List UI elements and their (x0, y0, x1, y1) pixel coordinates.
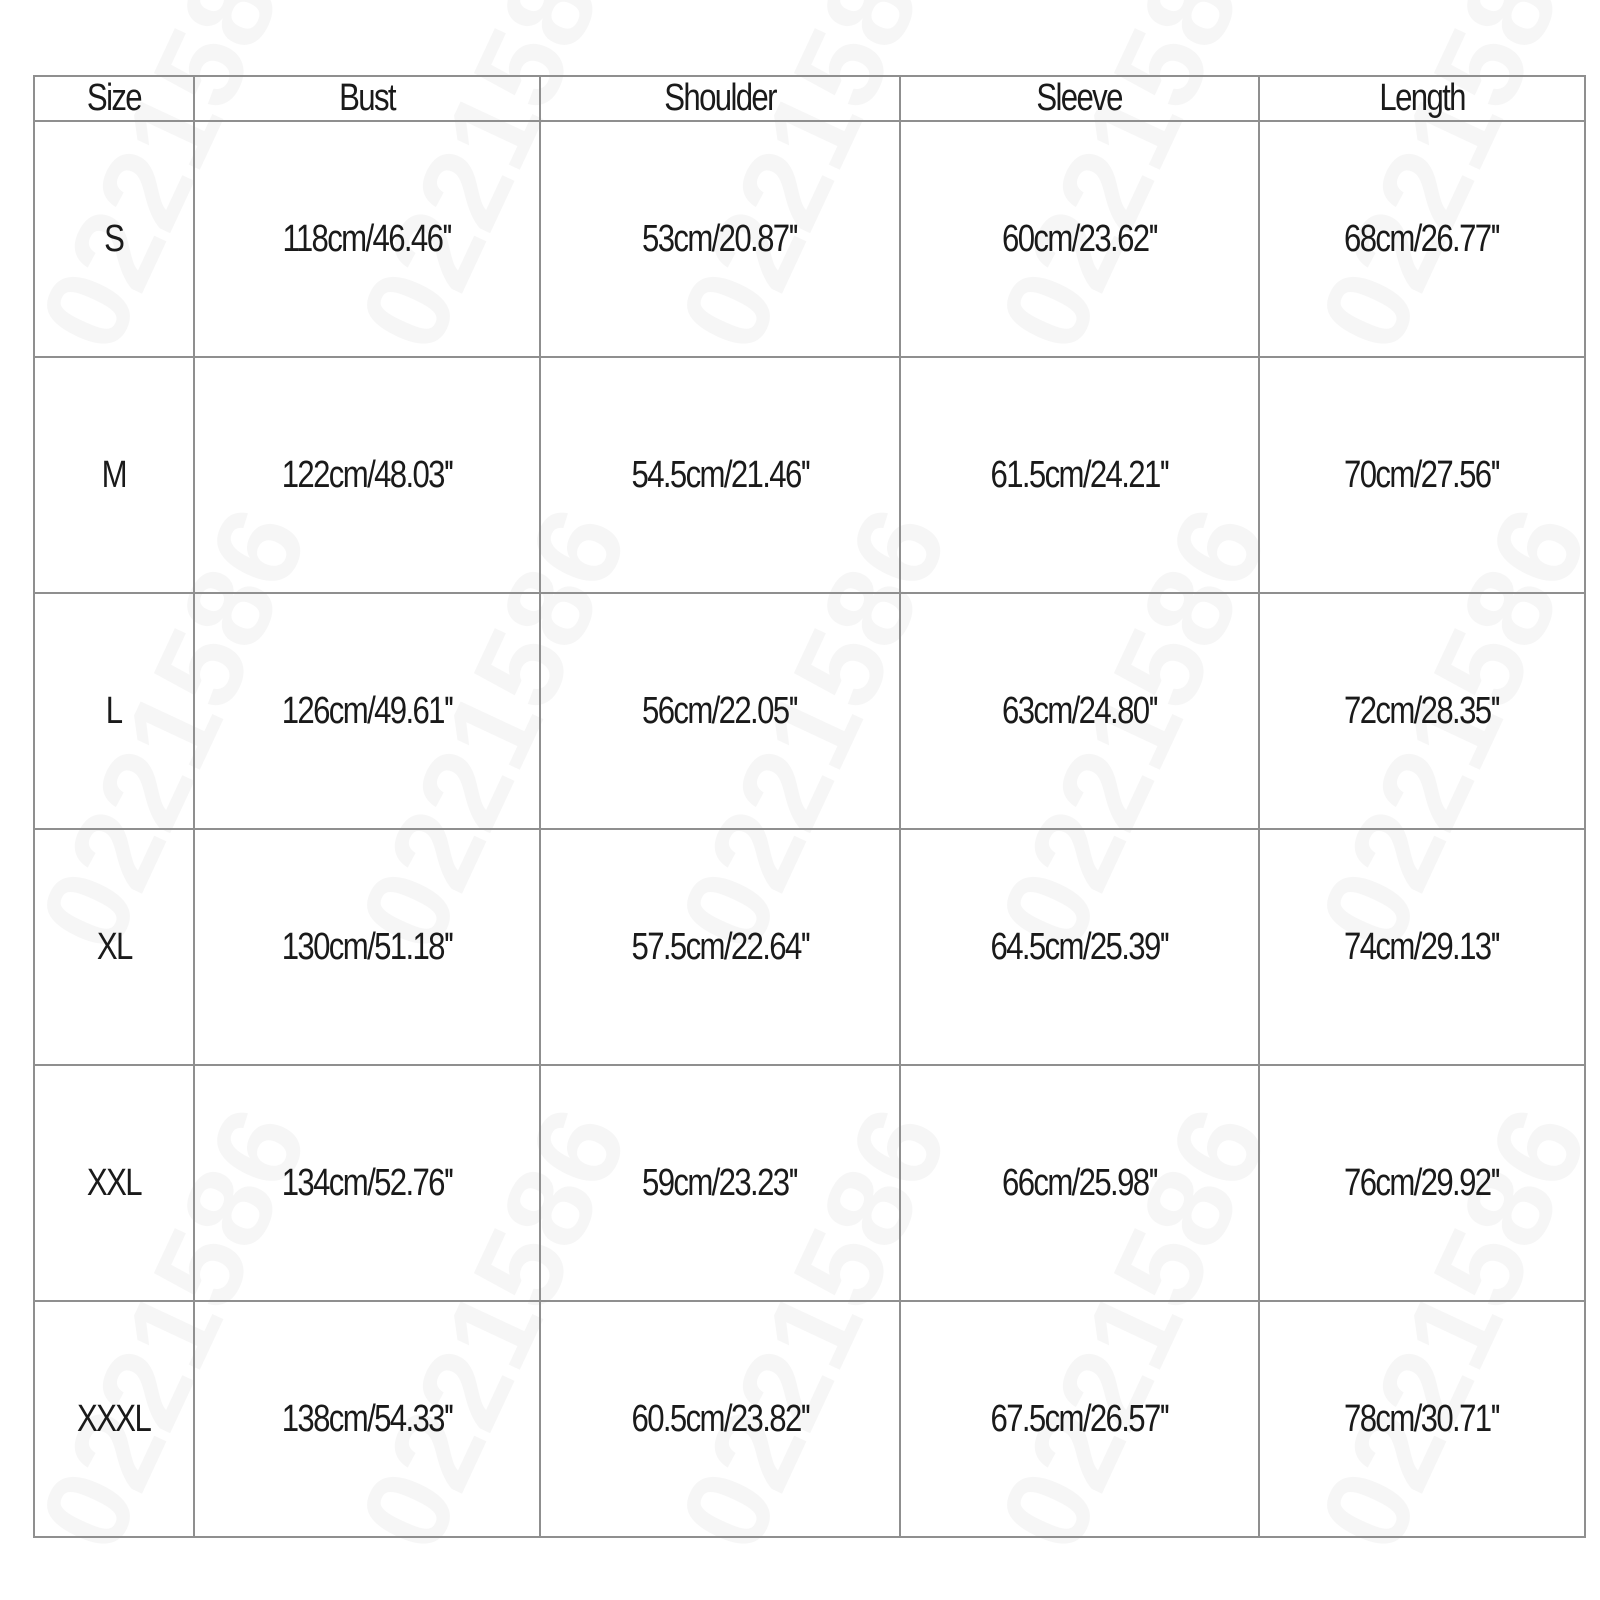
sleeve-cell: 66cm/25.98'' (900, 1065, 1259, 1301)
table-row (34, 1065, 1585, 1301)
sleeve-cell: 64.5cm/25.39'' (900, 829, 1259, 1065)
shoulder-cell: 53cm/20.87'' (540, 121, 900, 357)
sleeve-cell: 61.5cm/24.21'' (900, 357, 1259, 593)
bust-cell: 126cm/49.61'' (194, 593, 540, 829)
shoulder-cell: 56cm/22.05'' (540, 593, 900, 829)
bust-cell: 134cm/52.76'' (194, 1065, 540, 1301)
table-row (34, 1301, 1585, 1537)
size-cell: S (34, 121, 194, 357)
size-cell: XXXL (34, 1301, 194, 1537)
table-row (34, 121, 1585, 357)
header-bust: Bust (194, 76, 540, 121)
shoulder-cell: 57.5cm/22.64'' (540, 829, 900, 1065)
size-chart-table (33, 75, 1586, 1538)
length-cell: 72cm/28.35'' (1259, 593, 1585, 829)
length-cell: 74cm/29.13'' (1259, 829, 1585, 1065)
header-length: Length (1259, 76, 1585, 121)
length-cell: 70cm/27.56'' (1259, 357, 1585, 593)
size-cell: XL (34, 829, 194, 1065)
table-row (34, 829, 1585, 1065)
length-cell: 78cm/30.71'' (1259, 1301, 1585, 1537)
header-size: Size (34, 76, 194, 121)
bust-cell: 122cm/48.03'' (194, 357, 540, 593)
table-row (34, 357, 1585, 593)
shoulder-cell: 60.5cm/23.82'' (540, 1301, 900, 1537)
header-sleeve: Sleeve (900, 76, 1259, 121)
size-cell: XXL (34, 1065, 194, 1301)
length-cell: 68cm/26.77'' (1259, 121, 1585, 357)
shoulder-cell: 59cm/23.23'' (540, 1065, 900, 1301)
header-shoulder: Shoulder (540, 76, 900, 121)
size-cell: L (34, 593, 194, 829)
sleeve-cell: 67.5cm/26.57'' (900, 1301, 1259, 1537)
bust-cell: 130cm/51.18'' (194, 829, 540, 1065)
shoulder-cell: 54.5cm/21.46'' (540, 357, 900, 593)
table-row (34, 593, 1585, 829)
bust-cell: 138cm/54.33'' (194, 1301, 540, 1537)
header-row (34, 76, 1585, 121)
bust-cell: 118cm/46.46'' (194, 121, 540, 357)
sleeve-cell: 63cm/24.80'' (900, 593, 1259, 829)
sleeve-cell: 60cm/23.62'' (900, 121, 1259, 357)
size-cell: M (34, 357, 194, 593)
length-cell: 76cm/29.92'' (1259, 1065, 1585, 1301)
